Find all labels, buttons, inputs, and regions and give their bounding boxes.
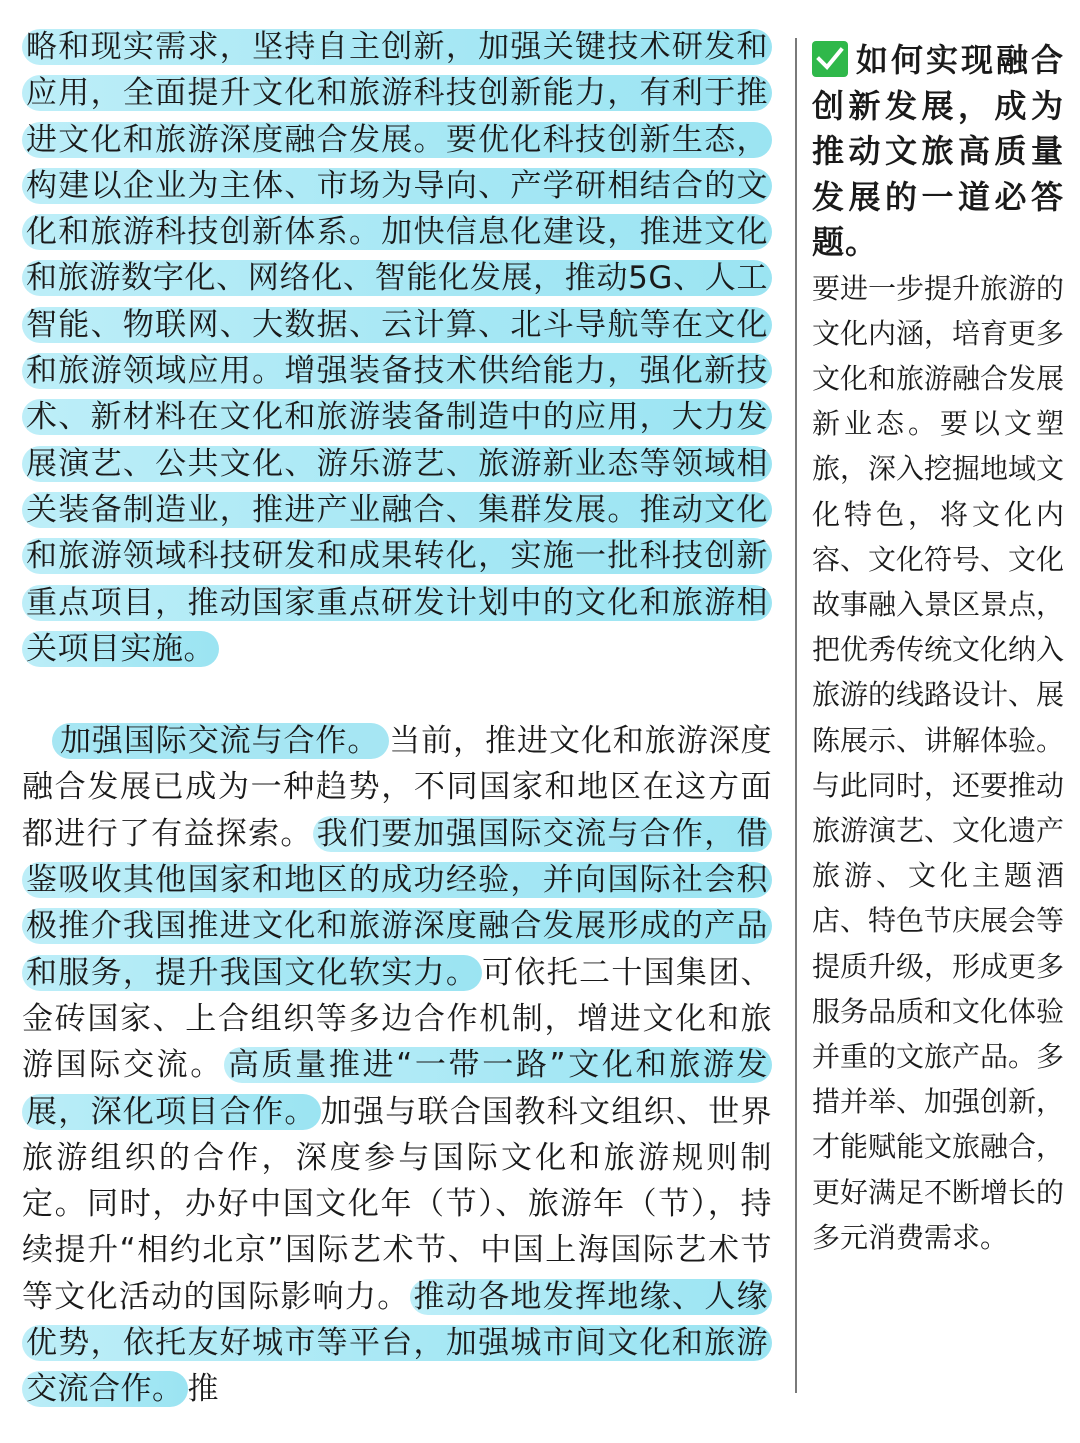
highlighted-text: 略和现实需求，坚持自主创新，加强关键技术研发和应用，全面提升文化和旅游科技创新能力，有利于推进文化和旅游深度融合发展。要优化科技创新生态，构建以企业为主体、市场为导向、产学研相结合的文化和旅游科技创新体系。加快信息化建设，推进文化和旅游数字化、网络化、智能化发展，推动5G、人工智能、物联网、大数据、云计算、北斗导航等在文化和旅游领域应用。增强装备技术供给能力，强化新技术、新材料在文化和旅游装备制造中的应用，大力发展演艺、公共文化、游乐游艺、旅游新业态等领域相关装备制造业，推进产业融合、集群发展。推动文化和旅游领域科技研发和成果转化，实施一批科技创新重点项目，推动国家重点研发计划中的文化和旅游相关项目实施。: [22, 29, 772, 667]
article-main-column: [22, 24, 772, 1413]
sidebar-column: [812, 38, 1064, 1260]
sidebar-title: [812, 38, 1064, 266]
sidebar-body-text: 要进一步提升旅游的文化内涵，培育更多文化和旅游融合发展新业态。要以文塑旅，深入挖掘地域文化特色，将文化内容、文化符号、文化故事融入景区景点，把优秀传统文化纳入旅游的线路设计、展陈展示、讲解体验。与此同时，还要推动旅游演艺、文化遗产旅游、文化主题酒店、特色节庆展会等提质升级，形成更多服务品质和文化体验并重的文旅产品。多措并举、加强创新，才能赋能文旅融合，更好满足不断增长的多元消费需求。: [812, 271, 1065, 1254]
body-text: 推: [187, 1371, 219, 1408]
highlighted-text: 推动各地发挥地缘、人缘优势，依托友好城市等平台，加强城市间文化和旅游交流合作。: [22, 1279, 772, 1408]
sidebar-title-text: 如何实现融合创新发展，成为推动文旅高质量发展的一道必答题。: [812, 41, 1064, 261]
highlighted-text: 高质量推进“一带一路”文化和旅游发展，深化项目合作。: [22, 1047, 772, 1129]
section-heading-international-exchange: 加强国际交流与合作。: [52, 723, 389, 759]
paragraph-international-exchange: [22, 718, 772, 1412]
column-divider: [795, 38, 797, 1393]
body-text: 加强与联合国教科文组织、世界旅游组织的合作，深度参与国际文化和旅游规则制定。同时，办好中国文化年（节）、旅游年（节），持续提升“相约北京”国际艺术节、中国上海国际艺术节等文化活动的国际影响力。: [22, 1093, 773, 1315]
paragraph-tech-innovation: [22, 24, 772, 672]
body-text: 当前，推进文化和旅游深度融合发展已成为一种趋势，不同国家和地区在这方面都进行了有益探索。: [22, 723, 773, 852]
highlighted-text: 我们要加强国际交流与合作，借鉴吸收其他国家和地区的成功经验，并向国际社会积极推介我国推进文化和旅游深度融合发展形成的产品和服务，提升我国文化软实力。: [22, 816, 772, 991]
check-mark-icon: [812, 41, 848, 77]
body-text: 可依托二十国集团、金砖国家、上合组织等多边合作机制，增进文化和旅游国际交流。: [22, 954, 773, 1084]
